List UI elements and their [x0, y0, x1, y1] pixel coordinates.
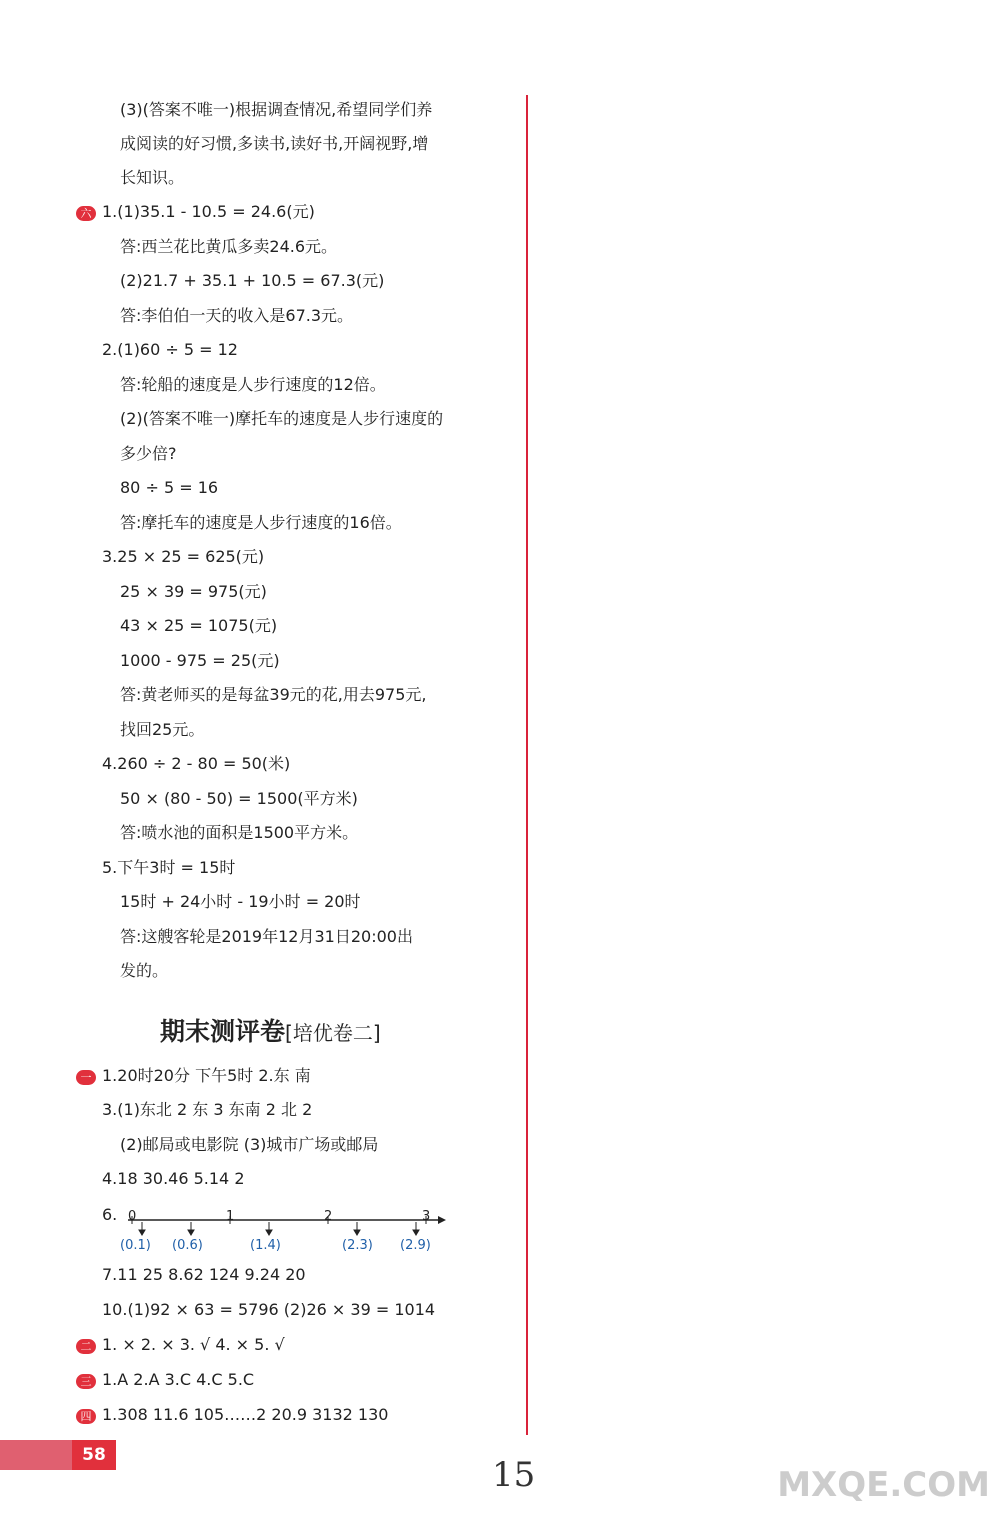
tick-label: 3 — [422, 1209, 431, 1224]
heading-subtitle: [培优卷二] — [285, 1021, 381, 1045]
text-line: 4.18 30.46 5.14 2 — [102, 1169, 245, 1188]
text-line: 发的。 — [120, 961, 169, 980]
section-badge: 六 — [76, 206, 96, 221]
text-line: (2)21.7 + 35.1 + 10.5 = 67.3(元) — [120, 271, 385, 290]
text-line: (2)邮局或电影院 (3)城市广场或邮局 — [120, 1135, 379, 1154]
text-line: 10.(1)92 × 63 = 5796 (2)26 × 39 = 1014 — [102, 1300, 436, 1319]
section-badge: 四 — [76, 1409, 96, 1424]
text-line: 1.A 2.A 3.C 4.C 5.C — [102, 1370, 255, 1389]
text-line: 1.308 11.6 105……2 20.9 3132 130 — [102, 1405, 389, 1424]
text-line: 答:李伯伯一天的收入是67.3元。 — [120, 306, 354, 325]
text-line: 50 × (80 - 50) = 1500(平方米) — [120, 789, 358, 808]
text-line: 43 × 25 = 1075(元) — [120, 616, 278, 635]
text-line: (2)(答案不唯一)摩托车的速度是人步行速度的 — [120, 409, 444, 428]
number-line-answer: (2.3) — [342, 1238, 373, 1253]
text-line: 答:黄老师买的是每盆39元的花,用去975元, — [120, 685, 427, 704]
section-badge: 三 — [76, 1374, 96, 1389]
number-line-answer: (2.9) — [400, 1238, 431, 1253]
text-line: 答:轮船的速度是人步行速度的12倍。 — [120, 375, 386, 394]
number-line-answer: (1.4) — [250, 1238, 281, 1253]
column-divider — [526, 95, 528, 1435]
text-line: (3)(答案不唯一)根据调查情况,希望同学们养 — [120, 100, 433, 119]
text-line: 答:喷水池的面积是1500平方米。 — [120, 823, 359, 842]
text-line: 2.(1)60 ÷ 5 = 12 — [102, 340, 238, 359]
text-line: 6. — [102, 1205, 118, 1224]
handwritten-mark: 15 — [492, 1455, 536, 1495]
text-line: 15时 + 24小时 - 19小时 = 20时 — [120, 892, 361, 911]
text-line: 3.(1)东北 2 东 3 东南 2 北 2 — [102, 1100, 313, 1119]
text-line: 答:西兰花比黄瓜多卖24.6元。 — [120, 237, 338, 256]
number-line-answer: (0.6) — [172, 1238, 203, 1253]
text-line: 找回25元。 — [120, 720, 205, 739]
text-line: 1000 - 975 = 25(元) — [120, 651, 280, 670]
text-line: 80 ÷ 5 = 16 — [120, 478, 219, 497]
tick-label: 2 — [324, 1209, 333, 1224]
section-badge: 二 — [76, 1339, 96, 1354]
text-line: 答:摩托车的速度是人步行速度的16倍。 — [120, 513, 402, 532]
text-line: 7.11 25 8.62 124 9.24 20 — [102, 1265, 306, 1284]
text-line: 4.260 ÷ 2 - 80 = 50(米) — [102, 754, 291, 773]
text-line: 25 × 39 = 975(元) — [120, 582, 267, 601]
page-number: 58 — [72, 1440, 116, 1470]
text-line: 长知识。 — [120, 168, 185, 187]
tick-label: 0 — [128, 1209, 137, 1224]
heading-title: 期末测评卷 — [160, 1017, 286, 1046]
watermark: MXQE.COM — [777, 1465, 990, 1505]
text-line: 1. × 2. × 3. √ 4. × 5. √ — [102, 1335, 285, 1354]
section-heading — [160, 1012, 381, 1048]
text-line: 答:这艘客轮是2019年12月31日20:00出 — [120, 927, 413, 946]
tick-label: 1 — [226, 1209, 235, 1224]
text-line: 5.下午3时 = 15时 — [102, 858, 236, 877]
text-line: 1.(1)35.1 - 10.5 = 24.6(元) — [102, 202, 315, 221]
number-line-answer: (0.1) — [120, 1238, 151, 1253]
section-badge: 一 — [76, 1070, 96, 1085]
text-line: 多少倍? — [120, 444, 177, 463]
text-line: 1.20时20分 下午5时 2.东 南 — [102, 1066, 311, 1085]
text-line: 成阅读的好习惯,多读书,读好书,开阔视野,增 — [120, 134, 429, 153]
text-line: 3.25 × 25 = 625(元) — [102, 547, 265, 566]
